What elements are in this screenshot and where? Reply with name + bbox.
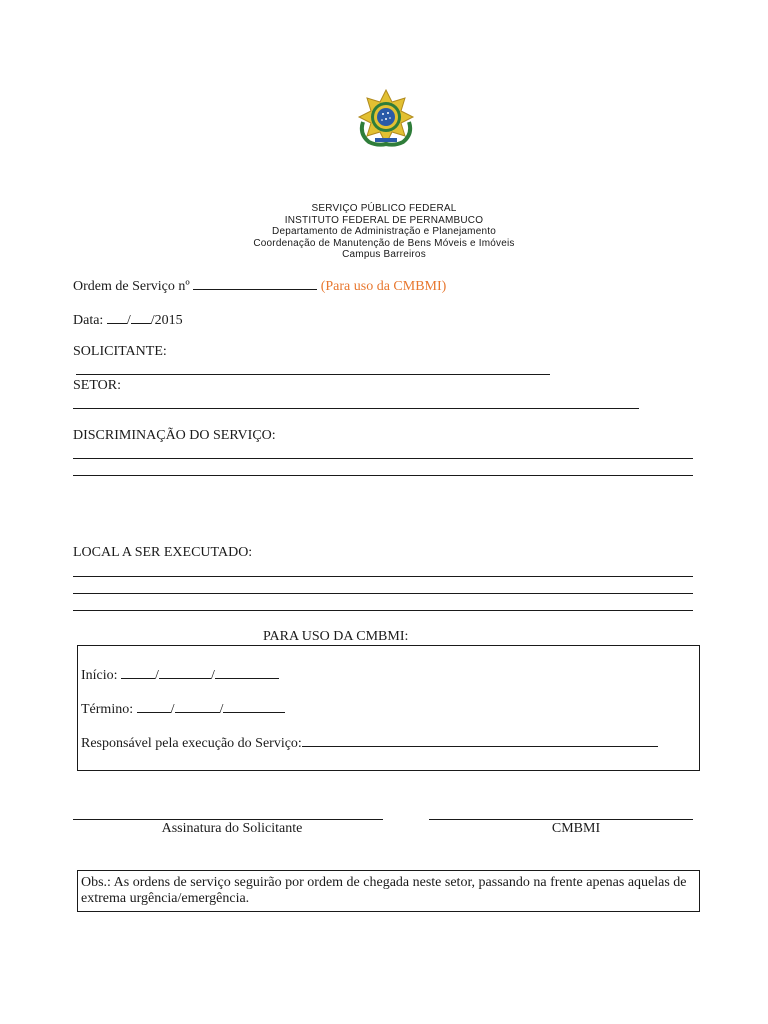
sector-field[interactable] [73,408,639,409]
requester-label: SOLICITANTE: [73,344,167,359]
end-date-label: Término: [81,702,134,717]
date-label: Data: [73,313,104,328]
responsible-row [81,734,658,752]
sector-label: SETOR: [73,378,121,393]
order-number-note: (Para uso da CMBMI) [320,279,447,294]
description-label: DISCRIMINAÇÃO DO SERVIÇO: [73,428,276,443]
start-date-separator-2: / [210,668,215,683]
cmbmi-box [77,645,700,771]
header-line-coordination: Coordenação de Manutenção de Bens Móveis e Imóveis [253,237,515,249]
end-date-row [81,700,285,718]
date-separator: / [126,313,131,328]
header-line-institute: INSTITUTO FEDERAL DE PERNAMBUCO [284,214,484,226]
date-row [73,311,183,329]
observation-text: Obs.: As ordens de serviço seguirão por ordem de chegada neste setor, passando na frente apenas aquelas de extrema urgência/emergência. [81,875,687,906]
description-field-line-2[interactable] [73,475,693,476]
requester-field[interactable] [76,374,550,375]
header-block [0,203,768,261]
start-date-month-field[interactable] [159,666,211,679]
requester-signature-line[interactable] [73,819,383,820]
location-field-line-2[interactable] [73,593,693,594]
order-number-label: Ordem de Serviço nº [73,279,190,294]
responsible-field[interactable] [302,734,658,747]
cmbmi-box-title: PARA USO DA CMBMI: [263,629,409,644]
order-number-row [73,277,446,295]
location-field-line-1[interactable] [73,576,693,577]
header-line-department: Departamento de Administração e Planejamento [272,226,496,237]
date-month-field[interactable] [131,311,151,324]
responsible-label: Responsável pela execução do Serviço: [81,736,302,751]
cmbmi-signature-line[interactable] [429,819,693,820]
start-date-separator-1: / [155,668,159,683]
order-number-field[interactable] [193,277,317,290]
header-line-service: SERVIÇO PÚBLICO FEDERAL [311,203,457,214]
requester-signature-caption: Assinatura do Solicitante [161,821,303,836]
date-day-field[interactable] [107,311,127,324]
end-date-separator-2: / [219,702,224,717]
end-date-day-field[interactable] [137,700,171,713]
start-date-year-field[interactable] [215,666,279,679]
location-field-line-3[interactable] [73,610,693,611]
end-date-separator-1: / [170,702,175,717]
header-line-campus: Campus Barreiros [342,249,426,260]
end-date-month-field[interactable] [175,700,220,713]
date-year: /2015 [150,313,183,328]
end-date-year-field[interactable] [223,700,285,713]
coat-of-arms-emblem [355,88,417,148]
start-date-label: Início: [81,668,118,683]
observation-box [77,870,700,912]
start-date-row [81,666,279,684]
cmbmi-signature-caption: CMBMI [551,821,601,836]
description-field-line-1[interactable] [73,458,693,459]
location-label: LOCAL A SER EXECUTADO: [73,545,253,560]
start-date-day-field[interactable] [121,666,155,679]
